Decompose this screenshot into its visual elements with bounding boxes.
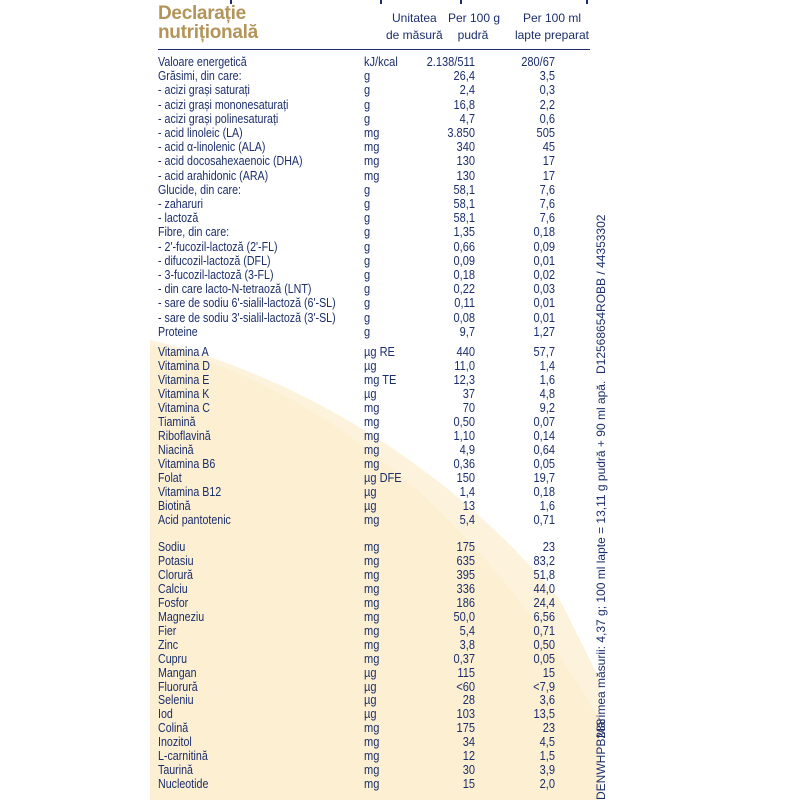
- nutrient-name: Vitamina E: [158, 372, 210, 387]
- value-per-100ml: 0,71: [533, 622, 555, 638]
- value-per-100ml: 51,8: [533, 566, 555, 582]
- value-per-100g: 58,1: [453, 210, 475, 226]
- value-per-100ml: 0,05: [533, 456, 555, 471]
- nutrient-row: [0, 112, 600, 126]
- nutrient-unit: µg: [364, 664, 377, 680]
- nutrient-name: Colină: [158, 720, 189, 736]
- nutrient-row: [0, 763, 600, 777]
- nutrient-unit: g: [364, 238, 371, 254]
- column-header-unit-line1: Unitatea: [392, 11, 437, 25]
- value-per-100g: 4,7: [459, 110, 475, 126]
- value-per-100g: 11,0: [454, 358, 475, 373]
- nutrient-unit: mg: [364, 414, 380, 429]
- value-per-100ml: 0,01: [533, 252, 555, 268]
- column-header-unit-line2: de măsură: [386, 28, 443, 42]
- value-per-100ml: 4,8: [539, 386, 555, 401]
- value-per-100ml: 17: [542, 167, 555, 183]
- nutrient-row: [0, 735, 600, 749]
- value-per-100ml: 13,5: [533, 706, 555, 722]
- nutrient-name: Potasiu: [158, 552, 194, 568]
- nutrient-row: [0, 680, 600, 694]
- nutrient-unit: mg: [364, 512, 380, 527]
- nutrient-row: [0, 707, 600, 721]
- value-per-100g: 5,4: [459, 622, 475, 638]
- value-per-100ml: 23: [542, 539, 555, 554]
- value-per-100g: 130: [456, 153, 475, 169]
- nutrient-unit: g: [364, 252, 371, 268]
- value-per-100g: 26,4: [453, 68, 475, 84]
- nutrient-unit: mg: [364, 608, 380, 624]
- nutrient-row: [0, 240, 600, 254]
- value-per-100ml: 0,01: [533, 295, 555, 311]
- nutrient-row: [0, 582, 600, 596]
- column-header-per100ml: [512, 10, 592, 44]
- nutrient-row: [0, 638, 600, 652]
- value-per-100ml: 0,18: [533, 224, 555, 240]
- nutrient-name: Niacină: [158, 442, 194, 457]
- nutrient-name: Clorură: [158, 566, 193, 582]
- value-per-100ml: 280/67: [521, 54, 555, 69]
- value-per-100ml: 3,6: [539, 692, 555, 708]
- nutrient-name: - zaharuri: [158, 196, 204, 211]
- nutrient-name: - difucozil-lactoză (DFL): [158, 252, 271, 268]
- nutrient-unit: mg: [364, 734, 380, 750]
- value-per-100ml: 7,6: [539, 181, 555, 197]
- nutrient-unit: g: [364, 210, 371, 226]
- nutrient-unit: mg: [364, 650, 380, 666]
- value-per-100ml: 0,71: [533, 512, 555, 527]
- nutrient-unit: µg: [364, 498, 377, 513]
- value-per-100g: 37: [462, 386, 475, 401]
- nutrient-row: [0, 345, 600, 359]
- value-per-100g: 0,08: [453, 309, 475, 325]
- nutrient-name: Grăsimi, din care:: [158, 68, 242, 84]
- nutrient-name: Iod: [158, 706, 173, 722]
- nutrient-name: Seleniu: [158, 692, 194, 708]
- value-per-100g: 1,35: [453, 224, 475, 240]
- nutrient-unit: µg: [364, 692, 377, 708]
- value-per-100g: 5,4: [459, 512, 475, 527]
- value-per-100g: 50,0: [453, 608, 475, 624]
- nutrient-unit: µg: [364, 484, 377, 499]
- nutrient-unit: mg: [364, 442, 380, 457]
- value-per-100g: 340: [456, 139, 475, 155]
- value-per-100ml: 0,02: [533, 267, 555, 282]
- nutrient-name: - sare de sodiu 3'-sialil-lactoză (3'-SL): [158, 309, 336, 325]
- value-per-100ml: 1,5: [539, 748, 555, 764]
- value-per-100ml: 9,2: [539, 400, 555, 415]
- nutrient-row: [0, 513, 600, 527]
- nutrient-name: Fier: [158, 622, 177, 638]
- value-per-100ml: 17: [542, 153, 555, 169]
- nutrient-name: - acid α-linolenic (ALA): [158, 139, 266, 155]
- value-per-100g: 30: [462, 762, 475, 778]
- nutrient-row: [0, 225, 600, 239]
- nutrient-unit: g: [364, 295, 371, 311]
- value-per-100ml: 7,6: [539, 196, 555, 211]
- nutrient-name: - sare de sodiu 6'-sialil-lactoză (6'-SL): [158, 295, 336, 311]
- nutrient-name: Fluorură: [158, 678, 198, 694]
- value-per-100g: 0,09: [453, 252, 475, 268]
- title-line-2: nutrițională: [158, 22, 258, 43]
- nutrient-unit: mg: [364, 636, 380, 652]
- nutrient-name: Vitamina A: [158, 344, 209, 359]
- value-per-100g: 440: [456, 344, 475, 359]
- value-per-100ml: 23: [542, 720, 555, 736]
- nutrient-row: [0, 749, 600, 763]
- value-per-100g: 28: [462, 692, 475, 708]
- value-per-100g: 175: [456, 539, 475, 554]
- nutrient-row: [0, 387, 600, 401]
- value-per-100ml: 0,09: [533, 238, 555, 254]
- nutrient-row: [0, 429, 600, 443]
- nutrient-name: - acid linoleic (LA): [158, 125, 243, 140]
- nutrient-unit: g: [364, 309, 371, 325]
- nutrient-name: Folat: [158, 470, 182, 485]
- nutrient-name: - acizi grași polinesaturați: [158, 110, 279, 126]
- value-per-100ml: 3,5: [539, 68, 555, 84]
- nutrient-name: Mangan: [158, 664, 197, 680]
- nutrient-row: [0, 140, 600, 154]
- value-per-100ml: 0,14: [533, 428, 555, 443]
- value-per-100ml: 1,6: [539, 372, 555, 387]
- nutrient-unit: mg: [364, 428, 380, 443]
- nutrient-unit: mg: [364, 125, 380, 140]
- nutrient-row: [0, 540, 600, 554]
- nutrient-row: [0, 624, 600, 638]
- value-per-100g: 115: [457, 664, 475, 680]
- nutrient-name: Nucleotide: [158, 776, 209, 792]
- value-per-100ml: 15: [542, 664, 555, 680]
- nutrient-name: - din care lacto-N-tetraoză (LNT): [158, 281, 312, 297]
- column-header-per100ml-line1: Per 100 ml: [522, 11, 582, 25]
- nutrient-unit: mg: [364, 566, 380, 582]
- value-per-100g: 2.138/511: [426, 54, 475, 69]
- nutrient-name: Proteine: [158, 323, 198, 339]
- nutrient-unit: mg: [364, 762, 380, 778]
- value-per-100g: 336: [456, 580, 475, 596]
- nutrient-unit: g: [364, 267, 371, 282]
- nutrient-row: [0, 183, 600, 197]
- nutrient-row: [0, 596, 600, 610]
- value-per-100ml: 4,5: [539, 734, 555, 750]
- value-per-100ml: 1,6: [539, 498, 555, 513]
- nutrient-row: [0, 126, 600, 140]
- nutrient-row: [0, 485, 600, 499]
- value-per-100g: 2,4: [459, 82, 475, 98]
- nutrient-unit: mg: [364, 167, 380, 183]
- value-per-100g: <60: [456, 678, 475, 694]
- nutrient-name: - 2'-fucozil-lactoză (2'-FL): [158, 238, 278, 254]
- nutrient-row: [0, 268, 600, 282]
- value-per-100g: 58,1: [453, 181, 475, 197]
- nutrient-row: [0, 693, 600, 707]
- value-per-100g: 12,3: [453, 372, 475, 387]
- nutrient-name: Inozitol: [158, 734, 192, 750]
- column-header-per100g-line1: Per 100 g: [448, 11, 501, 25]
- value-per-100ml: 0,64: [533, 442, 555, 457]
- value-per-100g: 635: [456, 552, 475, 568]
- value-per-100ml: 0,07: [533, 414, 555, 429]
- nutrient-unit: mg: [364, 552, 380, 568]
- nutrient-row: [0, 254, 600, 268]
- value-per-100g: 3,8: [459, 636, 475, 652]
- nutrient-name: Valoare energetică: [158, 54, 247, 69]
- nutrient-name: Taurină: [158, 762, 193, 778]
- nutrient-unit: mg: [364, 539, 380, 554]
- value-per-100g: 70: [462, 400, 475, 415]
- nutrient-unit: g: [364, 323, 371, 339]
- nutrient-row: [0, 401, 600, 415]
- nutrient-unit: µg: [364, 386, 377, 401]
- nutrient-row: [0, 415, 600, 429]
- value-per-100g: 15: [462, 776, 475, 792]
- nutrient-unit: µg: [364, 358, 377, 373]
- value-per-100g: 0,36: [453, 456, 475, 471]
- nutrient-name: Vitamina B12: [158, 484, 222, 499]
- nutrient-name: Acid pantotenic: [158, 512, 231, 527]
- nutrient-name: Fosfor: [158, 594, 189, 610]
- nutrient-unit: mg: [364, 748, 380, 764]
- value-per-100ml: 45: [542, 139, 555, 155]
- nutrient-name: Tiamină: [158, 414, 196, 429]
- nutrient-row: [0, 568, 600, 582]
- value-per-100g: 103: [456, 706, 475, 722]
- nutrient-row: [0, 325, 600, 339]
- value-per-100g: 395: [456, 566, 475, 582]
- nutrient-unit: g: [364, 181, 371, 197]
- nutrient-name: - lactoză: [158, 210, 199, 226]
- value-per-100g: 1,10: [453, 428, 475, 443]
- nutrient-row: [0, 652, 600, 666]
- nutrient-row: [0, 169, 600, 183]
- value-per-100ml: 19,7: [533, 470, 555, 485]
- nutrient-unit: µg: [364, 678, 377, 694]
- value-per-100g: 34: [462, 734, 475, 750]
- nutrient-row: [0, 443, 600, 457]
- value-per-100ml: 44,0: [533, 580, 555, 596]
- value-per-100ml: <7,9: [533, 678, 555, 694]
- nutrient-row: [0, 777, 600, 791]
- nutrient-name: - acizi grași saturați: [158, 82, 250, 98]
- nutrient-row: [0, 69, 600, 83]
- nutrient-name: Vitamina K: [158, 386, 210, 401]
- nutrient-name: - acid docosahexaenoic (DHA): [158, 153, 303, 169]
- value-per-100ml: 0,18: [533, 484, 555, 499]
- value-per-100g: 9,7: [459, 323, 475, 339]
- value-per-100ml: 505: [536, 125, 555, 140]
- nutrient-name: Vitamina C: [158, 400, 210, 415]
- nutrient-row: [0, 282, 600, 296]
- nutrient-name: Calciu: [158, 580, 188, 596]
- value-per-100g: 186: [456, 594, 475, 610]
- nutrient-row: [0, 666, 600, 680]
- nutrient-row: [0, 457, 600, 471]
- nutrient-row: [0, 98, 600, 112]
- nutrient-row: [0, 296, 600, 310]
- nutrient-unit: g: [364, 281, 371, 297]
- value-per-100g: 0,37: [453, 650, 475, 666]
- nutrient-name: L-carnitină: [158, 748, 208, 764]
- value-per-100ml: 0,05: [533, 650, 555, 666]
- value-per-100g: 16,8: [453, 96, 475, 112]
- nutrient-row: [0, 554, 600, 568]
- value-per-100g: 150: [456, 470, 475, 485]
- value-per-100ml: 7,6: [539, 210, 555, 226]
- value-per-100g: 4,9: [459, 442, 475, 457]
- header-divider: [158, 49, 590, 50]
- value-per-100g: 1,4: [459, 484, 475, 499]
- nutrient-unit: mg: [364, 594, 380, 610]
- nutrient-row: [0, 721, 600, 735]
- nutrient-unit: g: [364, 196, 371, 211]
- nutrient-name: Cupru: [158, 650, 188, 666]
- nutrient-name: Riboflavină: [158, 428, 211, 443]
- value-per-100g: 12: [462, 748, 475, 764]
- nutrient-unit: g: [364, 96, 371, 112]
- nutrient-row: [0, 311, 600, 325]
- nutrient-unit: g: [364, 82, 371, 98]
- nutrient-unit: mg: [364, 622, 380, 638]
- nutrient-name: - acid arahidonic (ARA): [158, 167, 269, 183]
- nutrient-row: [0, 471, 600, 485]
- nutrient-row: [0, 55, 600, 69]
- nutrient-unit: mg: [364, 720, 380, 736]
- nutrient-name: Fibre, din care:: [158, 224, 230, 240]
- value-per-100g: 0,50: [453, 414, 475, 429]
- value-per-100ml: 57,7: [533, 344, 555, 359]
- column-header-unit: [386, 10, 443, 44]
- value-per-100ml: 0,3: [539, 82, 555, 98]
- nutrient-unit: mg: [364, 456, 380, 471]
- value-per-100ml: 3,9: [539, 762, 555, 778]
- value-per-100ml: 1,4: [539, 358, 555, 373]
- nutrient-row: [0, 610, 600, 624]
- value-per-100ml: 6,56: [533, 608, 555, 624]
- nutrient-unit: g: [364, 68, 371, 84]
- nutrient-row: [0, 83, 600, 97]
- column-header-per100ml-line2: lapte preparat: [514, 28, 590, 42]
- nutrient-row: [0, 499, 600, 513]
- nutrient-unit: µg DFE: [364, 470, 402, 485]
- value-per-100ml: 2,2: [539, 96, 555, 112]
- value-per-100g: 58,1: [453, 196, 475, 211]
- nutrient-unit: mg: [364, 580, 380, 596]
- panel-title: [158, 4, 388, 42]
- nutrient-name: Vitamina B6: [158, 456, 216, 471]
- value-per-100ml: 1,27: [533, 323, 555, 339]
- nutrient-row: [0, 211, 600, 225]
- value-per-100g: 0,22: [453, 281, 475, 297]
- nutrient-name: Vitamina D: [158, 358, 210, 373]
- value-per-100ml: 0,6: [539, 110, 555, 126]
- value-per-100g: 3.850: [447, 125, 475, 140]
- nutrient-unit: mg: [364, 153, 380, 169]
- nutrient-row: [0, 154, 600, 168]
- nutrient-unit: g: [364, 110, 371, 126]
- value-per-100ml: 0,50: [533, 636, 555, 652]
- value-per-100ml: 0,03: [533, 281, 555, 297]
- nutrient-row: [0, 359, 600, 373]
- nutrient-unit: mg TE: [364, 372, 397, 387]
- value-per-100ml: 24,4: [533, 594, 555, 610]
- serving-size-note: Mărimea măsurii: 4,37 g; 100 ml lapte = 13,11 g pudră + 90 ml apă.: [594, 380, 608, 738]
- value-per-100ml: 0,01: [533, 309, 555, 325]
- nutrient-unit: µg RE: [364, 344, 395, 359]
- column-header-per100g-line2: pudră: [457, 28, 489, 42]
- value-per-100g: 0,18: [453, 267, 475, 282]
- nutrient-name: Glucide, din care:: [158, 181, 241, 197]
- nutrient-row: [0, 373, 600, 387]
- column-header-per100g: [448, 10, 501, 44]
- nutrient-unit: µg: [364, 706, 377, 722]
- value-per-100g: 13: [462, 498, 475, 513]
- nutrient-name: Zinc: [158, 636, 179, 652]
- nutrient-unit: mg: [364, 400, 380, 415]
- title-line-1: Declarație: [158, 3, 246, 24]
- nutrient-name: - 3-fucozil-lactoză (3-FL): [158, 267, 274, 282]
- value-per-100ml: 2,0: [539, 776, 555, 792]
- nutrient-unit: g: [364, 224, 371, 240]
- value-per-100g: 0,11: [454, 295, 475, 311]
- nutrient-name: Sodiu: [158, 539, 186, 554]
- nutrient-unit: mg: [364, 776, 380, 792]
- nutrient-row: [0, 197, 600, 211]
- nutrient-unit: kJ/kcal: [364, 54, 398, 69]
- product-code: D12568654ROBB / 44353302: [594, 214, 608, 374]
- value-per-100ml: 83,2: [533, 552, 555, 568]
- nutrient-name: Biotină: [158, 498, 191, 513]
- nutrient-unit: mg: [364, 139, 380, 155]
- nutrient-name: - acizi grași mononesaturați: [158, 96, 289, 112]
- value-per-100g: 0,66: [453, 238, 475, 254]
- value-per-100g: 175: [456, 720, 475, 736]
- reference-code: DENWHPB288: [594, 718, 608, 800]
- value-per-100g: 130: [456, 167, 475, 183]
- nutrient-name: Magneziu: [158, 608, 205, 624]
